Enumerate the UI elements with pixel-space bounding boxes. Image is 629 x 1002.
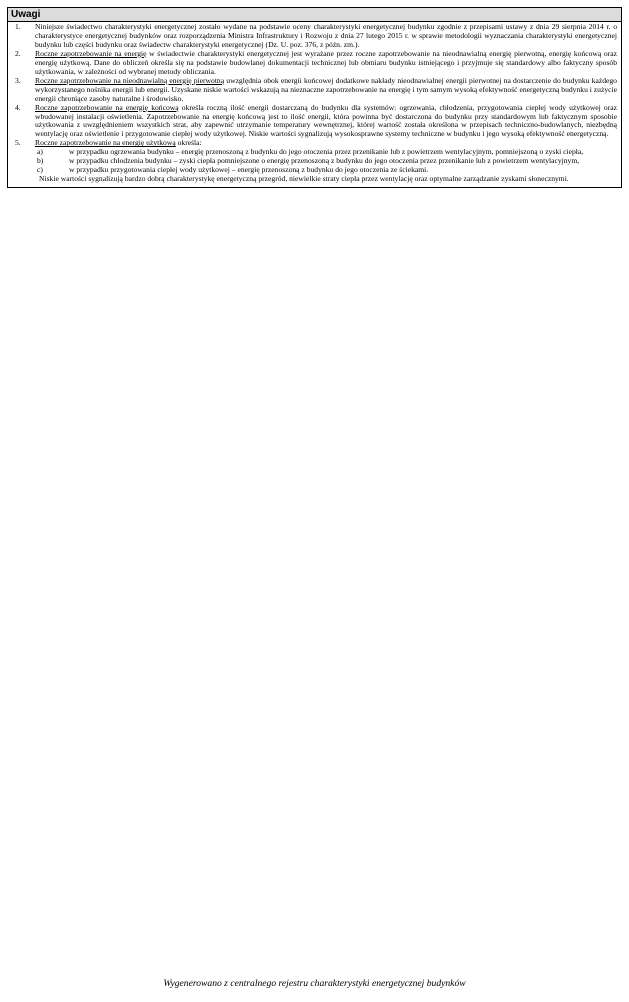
- item-description: określa:: [175, 138, 202, 148]
- remark-item-4: [12, 104, 617, 140]
- item-description: uwzględnia obok energii końcowej dodatkowe nakłady nieodnawialnej energii pierwotnej na dostarczenie do budynku każdego wykorzystanego nośnika energii lub energii. Uzyskane niskie wartości wskazują na nieznaczne zapotrzebowanie na energię i tym samym wysoką efektywność energetyczną budynku i zużycie energii chroniące zasoby naturalne i środowisko.: [35, 75, 617, 103]
- remarks-box: [7, 7, 622, 188]
- item-number: 5.: [15, 138, 21, 148]
- item-number: 2.: [15, 48, 21, 58]
- item-text: [35, 104, 617, 140]
- closing-note: Niskie wartości sygnalizują bardzo dobrą charakterystykę energetyczną przegród, niewielkie straty ciepła przez wentylację oraz optymalne zarządzanie zyskami słonecznymi.: [39, 174, 569, 184]
- item-term: Roczne zapotrzebowanie na energię użytkową: [35, 138, 176, 148]
- subitem-text: w przypadku przygotowania ciepłej wody użytkowej – energię przenoszoną z budynku do jego otoczenia ze ściekami.: [69, 165, 429, 175]
- item-description: w świadectwie charakterystyki energetycznej jest wyrażane przez roczne zapotrzebowanie na nieodnawialną energię pierwotną, energię końcową oraz energię użytkową. Dane do obliczeń określa się na podstawie budowlanej dokumentacji technicznej lub obmiaru budynku istniejącego i przyjmuje się standardowy albo faktyczny sposób użytkowania, w zależności od wybranej metody obliczania.: [35, 48, 617, 76]
- item-term: Roczne zapotrzebowanie na nieodnawialną energię pierwotną: [35, 75, 225, 85]
- item-text: [35, 77, 617, 104]
- item-description: Niniejsze świadectwo charakterystyki energetycznej zostało wydane na podstawie oceny charakterystyki energetycznej budynku zgodnie z przepisami ustawy z dnia 29 sierpnia 2014 r. o charakterystyce energetycznej budynków oraz rozporządzenia Ministra Infrastruktury i Rozwoju z dnia 27 lutego 2015 r. w sprawie metodologii wyznaczania charakterystyki energetycznej budynku lub części budynku oraz świadectw charakterystyki energetycznej (Dz. U. poz. 376, z późn. zm.).: [35, 22, 617, 49]
- item-text: [35, 23, 617, 50]
- item-number: 4.: [15, 102, 21, 112]
- remarks-body: [8, 22, 621, 187]
- item-term: Roczne zapotrzebowanie na energię: [35, 48, 147, 58]
- item-number: 3.: [15, 75, 21, 85]
- remark-item-2: [12, 50, 617, 77]
- subitem-text: w przypadku chłodzenia budynku – zyski ciepła pomniejszone o energię przenoszoną z budynku do jego otoczenia przez przenikanie lub z powietrzem wentylacyjnym,: [69, 156, 580, 166]
- page-footer: Wygenerowano z centralnego rejestru charakterystyki energetycznej budynków: [163, 978, 466, 989]
- subitem-label: a): [37, 147, 43, 157]
- item-number: 1.: [15, 22, 21, 31]
- remark-item-1: [12, 23, 617, 50]
- subitem-text: w przypadku ogrzewania budynku – energię przenoszoną z budynku do jego otoczenia przez przenikanie lub z powietrzem wentylacyjnym, pomniejszoną o zyski ciepła,: [69, 147, 584, 157]
- remarks-title: Uwagi: [8, 8, 621, 22]
- subitem-label: b): [37, 156, 44, 166]
- item-term: Roczne zapotrzebowanie na energię końcową: [35, 102, 179, 112]
- subitem-label: c): [37, 165, 43, 175]
- remark-item-3: [12, 77, 617, 104]
- item-description: określa roczną ilość energii dostarczaną do budynku dla systemów: ogrzewania, chłodzenia, przygotowania ciepłej wody użytkowej oraz wbudowanej instalacji oświetlenia. Zapotrzebowanie na energię końcową jest to ilość energii, która powinna być dostarczona do budynku przy standardowym lub faktycznym sposobie użytkowania z uwzględnieniem wszystkich strat, aby zapewnić utrzymanie temperatury wewnętrznej, której wartość została określona w przepisach techniczno-budowlanych, niezbędną wentylację oraz oświetlenie i przygotowanie ciepłej wody użytkowej. Niskie wartości sygnalizują wysokosprawne systemy techniczne w budynku i jego wysoką efektywność energetyczną.: [35, 102, 618, 139]
- item-text: [35, 50, 617, 77]
